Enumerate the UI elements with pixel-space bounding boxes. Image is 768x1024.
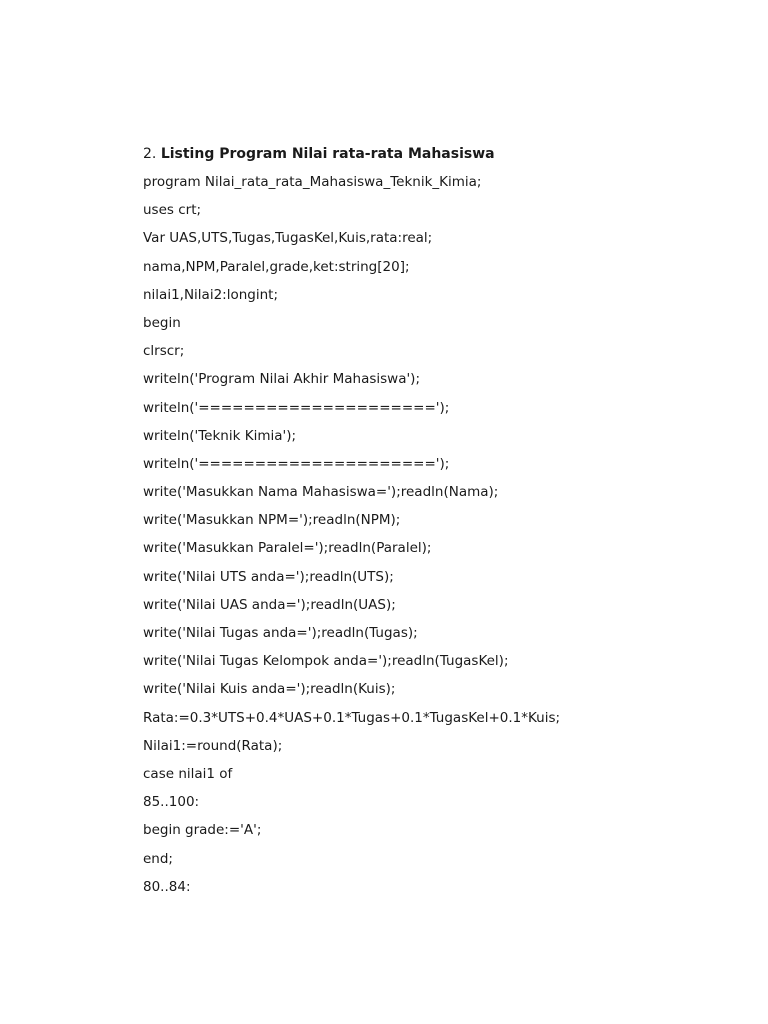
section-title: Listing Program Nilai rata-rata Mahasiswa [160, 146, 495, 162]
code-line: write('Masukkan Nama Mahasiswa=');readln(Nama); [143, 484, 499, 501]
code-line: Var UAS,UTS,Tugas,TugasKel,Kuis,rata:real; [143, 230, 433, 247]
code-line: 80..84: [143, 878, 191, 895]
code-line: Nilai1:=round(Rata); [143, 737, 283, 754]
code-line: write('Masukkan Paralel=');readln(Paralel); [143, 540, 432, 557]
code-line: begin [143, 314, 181, 331]
code-line: write('Nilai UAS anda=');readln(UAS); [143, 596, 396, 613]
code-line: writeln('Teknik Kimia'); [143, 427, 297, 444]
code-line: 85..100: [143, 794, 200, 811]
document-page [143, 143, 743, 904]
code-line: Rata:=0.3*UTS+0.4*UAS+0.1*Tugas+0.1*TugasKel+0.1*Kuis; [143, 709, 561, 726]
code-line: writeln('====================='); [143, 399, 450, 416]
code-line: writeln('Program Nilai Akhir Mahasiswa'); [143, 371, 421, 388]
code-line: program Nilai_rata_rata_Mahasiswa_Teknik_Kimia; [143, 174, 482, 190]
code-line: write('Nilai UTS anda=');readln(UTS); [143, 568, 394, 585]
code-line: uses crt; [143, 202, 202, 219]
code-line: write('Nilai Tugas anda=');readln(Tugas); [143, 625, 418, 641]
code-line: write('Nilai Tugas Kelompok anda=');readln(TugasKel); [143, 653, 509, 670]
section-number: 2. [143, 146, 161, 162]
code-line: writeln('====================='); [143, 455, 450, 472]
code-line: case nilai1 of [143, 765, 233, 782]
code-line: begin grade:='A'; [143, 822, 262, 839]
code-line: nama,NPM,Paralel,grade,ket:string[20]; [143, 258, 410, 275]
code-line: end; [143, 850, 173, 867]
program-listing [143, 171, 743, 904]
code-line: write('Masukkan NPM=');readln(NPM); [143, 512, 401, 529]
code-line: clrscr; [143, 343, 185, 360]
code-line: write('Nilai Kuis anda=');readln(Kuis); [143, 681, 396, 698]
section-heading [143, 143, 743, 171]
code-line: nilai1,Nilai2:longint; [143, 286, 279, 303]
